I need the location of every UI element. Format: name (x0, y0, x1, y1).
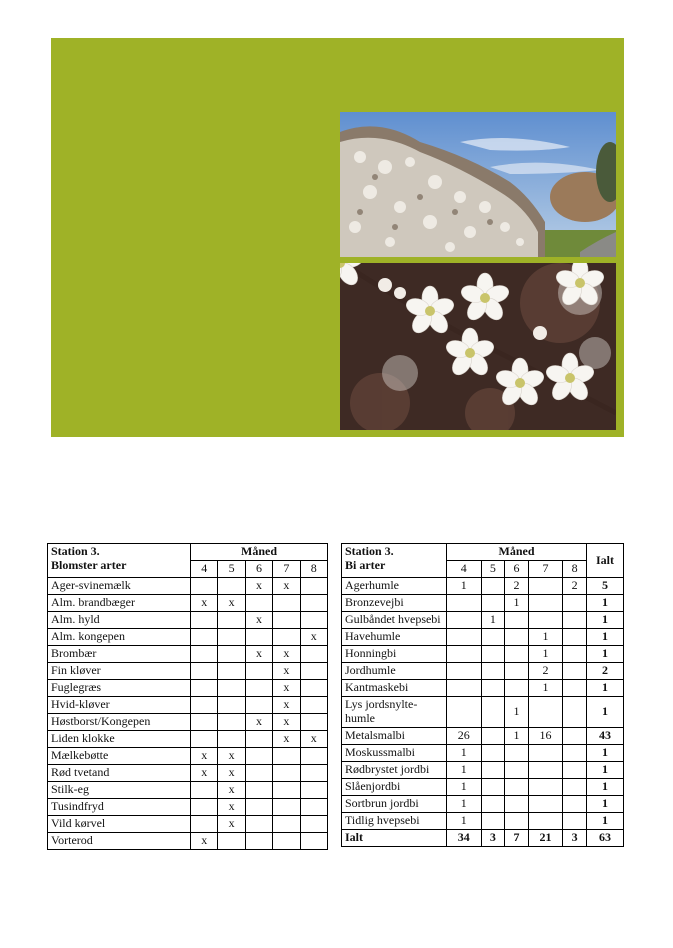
row-total: 43 (587, 727, 624, 744)
month-cell: x (218, 595, 245, 612)
month-cell (528, 795, 563, 812)
month-cell (191, 646, 218, 663)
table-row (342, 697, 624, 728)
month-cell: x (191, 765, 218, 782)
month-col: 4 (191, 561, 218, 578)
month-cell (505, 680, 529, 697)
species-name: Høstborst/Kongepen (48, 714, 191, 731)
month-col: 8 (563, 561, 587, 578)
month-cell (481, 646, 505, 663)
month-cell (447, 663, 482, 680)
month-cell: x (191, 595, 218, 612)
month-cell (191, 612, 218, 629)
month-cell: x (245, 646, 272, 663)
month-sum: 3 (481, 829, 505, 846)
species-name: Havehumle (342, 629, 447, 646)
month-cell (563, 595, 587, 612)
month-cell (273, 799, 300, 816)
month-cell (528, 578, 563, 595)
month-cell (300, 714, 327, 731)
month-cell (505, 663, 529, 680)
month-cell (218, 629, 245, 646)
month-cell (481, 795, 505, 812)
month-cell (245, 680, 272, 697)
month-cell: x (273, 731, 300, 748)
month-sum: 21 (528, 829, 563, 846)
month-cell (300, 748, 327, 765)
month-cell (563, 629, 587, 646)
table-row (48, 714, 328, 731)
species-name: Tusindfryd (48, 799, 191, 816)
month-cell: 26 (447, 727, 482, 744)
photo-blossom-closeup (340, 263, 616, 430)
month-cell (273, 748, 300, 765)
table-row (48, 629, 328, 646)
month-cell: x (273, 680, 300, 697)
month-col: 4 (447, 561, 482, 578)
month-cell (563, 761, 587, 778)
table-row (342, 680, 624, 697)
month-cell (245, 731, 272, 748)
month-cell (447, 646, 482, 663)
month-cell (563, 812, 587, 829)
species-name: Rødbrystet jordbi (342, 761, 447, 778)
month-cell (191, 629, 218, 646)
month-cell (300, 646, 327, 663)
row-total: 1 (587, 629, 624, 646)
table-row (48, 748, 328, 765)
month-cell: 1 (528, 680, 563, 697)
month-cell (218, 612, 245, 629)
month-cell (191, 816, 218, 833)
month-cell: x (218, 782, 245, 799)
table-row (48, 833, 328, 850)
month-col: 6 (505, 561, 529, 578)
month-cell: x (273, 578, 300, 595)
species-name: Agerhumle (342, 578, 447, 595)
table-row (48, 578, 328, 595)
month-cell (447, 680, 482, 697)
table-row (48, 663, 328, 680)
month-cell: x (218, 765, 245, 782)
month-cell (528, 744, 563, 761)
month-cell: x (273, 663, 300, 680)
species-name: Fin kløver (48, 663, 191, 680)
month-cell: x (245, 714, 272, 731)
month-cell (218, 578, 245, 595)
month-cell (505, 646, 529, 663)
month-cell (191, 714, 218, 731)
month-cell (191, 731, 218, 748)
table-row (342, 727, 624, 744)
station-label: Station 3. (51, 544, 100, 558)
month-cell (191, 799, 218, 816)
month-cell (563, 663, 587, 680)
month-cell (563, 744, 587, 761)
month-col: 8 (300, 561, 327, 578)
month-cell: 1 (505, 595, 529, 612)
bees-header-label (342, 544, 447, 578)
month-cell (505, 629, 529, 646)
species-name: Bronzevejbi (342, 595, 447, 612)
total-header: Ialt (587, 544, 624, 578)
row-total: 1 (587, 778, 624, 795)
month-cell (447, 697, 482, 728)
bee-species-table (341, 543, 624, 847)
month-cell (481, 812, 505, 829)
table-row (342, 629, 624, 646)
month-cell: 2 (563, 578, 587, 595)
table-header-row (48, 544, 328, 561)
species-name: Sortbrun jordbi (342, 795, 447, 812)
species-name: Mælkebøtte (48, 748, 191, 765)
month-cell (300, 833, 327, 850)
month-cell (300, 680, 327, 697)
month-cell (505, 744, 529, 761)
month-cell: 1 (447, 778, 482, 795)
species-name: Vild kørvel (48, 816, 191, 833)
month-col: 5 (218, 561, 245, 578)
month-cell (245, 765, 272, 782)
month-cell: x (273, 714, 300, 731)
row-total: 5 (587, 578, 624, 595)
month-col: 7 (273, 561, 300, 578)
month-cell (481, 697, 505, 728)
station-label: Station 3. (345, 544, 394, 558)
month-cell (300, 612, 327, 629)
table-header-row (342, 544, 624, 561)
month-cell (245, 748, 272, 765)
month-cell: x (191, 748, 218, 765)
month-cell (563, 612, 587, 629)
species-name: Honningbi (342, 646, 447, 663)
month-cell (245, 697, 272, 714)
table-row (48, 816, 328, 833)
month-cell (300, 578, 327, 595)
species-name: Tidlig hvepsebi (342, 812, 447, 829)
grand-total: 63 (587, 829, 624, 846)
month-cell (245, 833, 272, 850)
species-name: Kantmaskebi (342, 680, 447, 697)
month-cell: 2 (528, 663, 563, 680)
month-cell (273, 595, 300, 612)
month-cell (273, 833, 300, 850)
month-cell (245, 629, 272, 646)
species-name: Slåenjordbi (342, 778, 447, 795)
month-cell (528, 761, 563, 778)
species-name: Alm. brandbæger (48, 595, 191, 612)
month-cell (191, 697, 218, 714)
month-cell (273, 612, 300, 629)
month-cell (563, 727, 587, 744)
month-cell (300, 663, 327, 680)
species-name: Vorterod (48, 833, 191, 850)
month-header: Måned (447, 544, 587, 561)
species-name: Ager-svinemælk (48, 578, 191, 595)
month-cell: 1 (528, 629, 563, 646)
month-cell (505, 812, 529, 829)
species-name: Stilk-eg (48, 782, 191, 799)
table-row (48, 680, 328, 697)
row-total: 1 (587, 646, 624, 663)
table-row (48, 646, 328, 663)
month-cell (528, 697, 563, 728)
month-header: Måned (191, 544, 328, 561)
table-row (342, 612, 624, 629)
species-name: Jordhumle (342, 663, 447, 680)
month-cell (528, 778, 563, 795)
bees-subtitle: Bi arter (345, 557, 386, 572)
month-cell (447, 595, 482, 612)
month-cell (218, 646, 245, 663)
month-cell (481, 680, 505, 697)
month-cell (191, 680, 218, 697)
row-total: 1 (587, 697, 624, 728)
table-row (342, 595, 624, 612)
sum-row (342, 829, 624, 846)
table-row (342, 646, 624, 663)
month-cell: x (300, 731, 327, 748)
species-name: Gulbåndet hvepsebi (342, 612, 447, 629)
species-name: Rød tvetand (48, 765, 191, 782)
month-cell (481, 629, 505, 646)
month-cell (447, 612, 482, 629)
month-cell (505, 795, 529, 812)
table-row (342, 663, 624, 680)
month-cell: x (191, 833, 218, 850)
month-cell (273, 629, 300, 646)
month-cell: x (245, 612, 272, 629)
month-cell (563, 646, 587, 663)
month-cell (300, 816, 327, 833)
month-cell (191, 663, 218, 680)
species-name: Moskussmalbi (342, 744, 447, 761)
species-name: Brombær (48, 646, 191, 663)
row-total: 1 (587, 795, 624, 812)
month-cell: 1 (447, 744, 482, 761)
month-cell (218, 731, 245, 748)
table-row (48, 765, 328, 782)
month-cell (273, 782, 300, 799)
row-total: 1 (587, 744, 624, 761)
month-cell (481, 778, 505, 795)
species-name: Fuglegræs (48, 680, 191, 697)
table-row (48, 782, 328, 799)
row-total: 1 (587, 680, 624, 697)
month-cell (481, 578, 505, 595)
table-row (342, 744, 624, 761)
month-cell (481, 744, 505, 761)
species-name: Alm. hyld (48, 612, 191, 629)
month-cell (505, 761, 529, 778)
row-total: 2 (587, 663, 624, 680)
month-cell: x (218, 816, 245, 833)
month-col: 6 (245, 561, 272, 578)
month-cell: x (245, 578, 272, 595)
species-name: Alm. kongepen (48, 629, 191, 646)
month-cell (300, 782, 327, 799)
month-sum: 34 (447, 829, 482, 846)
month-cell (481, 727, 505, 744)
month-cell: x (273, 646, 300, 663)
table-row (48, 731, 328, 748)
month-cell: 1 (481, 612, 505, 629)
month-cell (447, 629, 482, 646)
month-cell (300, 765, 327, 782)
row-total: 1 (587, 812, 624, 829)
month-cell (191, 578, 218, 595)
month-cell (273, 765, 300, 782)
month-cell (528, 595, 563, 612)
month-cell: 1 (505, 727, 529, 744)
row-total: 1 (587, 612, 624, 629)
month-cell: 1 (528, 646, 563, 663)
month-cell (505, 778, 529, 795)
sum-label: Ialt (342, 829, 447, 846)
month-cell (273, 816, 300, 833)
month-cell (481, 761, 505, 778)
month-cell: x (273, 697, 300, 714)
month-sum: 3 (563, 829, 587, 846)
month-col: 7 (528, 561, 563, 578)
month-cell (300, 595, 327, 612)
table-row (48, 612, 328, 629)
species-name: Metalsmalbi (342, 727, 447, 744)
flower-species-table (47, 543, 328, 850)
table-row (48, 595, 328, 612)
photo-flowering-hedge (340, 112, 616, 257)
month-cell (245, 799, 272, 816)
month-cell (563, 778, 587, 795)
month-cell (300, 799, 327, 816)
species-name: Hvid-kløver (48, 697, 191, 714)
species-name: Lys jordsnylte-humle (342, 697, 447, 728)
month-cell: 1 (447, 812, 482, 829)
month-cell (563, 795, 587, 812)
month-cell (300, 697, 327, 714)
month-cell: x (300, 629, 327, 646)
flowers-header-label (48, 544, 191, 578)
month-cell: 1 (447, 578, 482, 595)
month-cell (218, 680, 245, 697)
month-col: 5 (481, 561, 505, 578)
month-cell (528, 812, 563, 829)
table-row (48, 799, 328, 816)
month-cell (505, 612, 529, 629)
month-sum: 7 (505, 829, 529, 846)
month-cell (191, 782, 218, 799)
month-cell (245, 782, 272, 799)
flowers-subtitle: Blomster arter (51, 557, 127, 572)
row-total: 1 (587, 761, 624, 778)
month-cell (563, 680, 587, 697)
table-row (342, 778, 624, 795)
row-total: 1 (587, 595, 624, 612)
month-cell (218, 833, 245, 850)
month-cell (218, 714, 245, 731)
table-row (342, 761, 624, 778)
month-cell: 16 (528, 727, 563, 744)
month-cell: 1 (447, 795, 482, 812)
month-cell (528, 612, 563, 629)
month-cell: x (218, 748, 245, 765)
species-name: Liden klokke (48, 731, 191, 748)
month-cell: x (218, 799, 245, 816)
month-cell (218, 697, 245, 714)
month-cell: 1 (505, 697, 529, 728)
table-row (48, 697, 328, 714)
month-cell (218, 663, 245, 680)
table-row (342, 578, 624, 595)
table-row (342, 795, 624, 812)
month-cell (245, 816, 272, 833)
month-cell (245, 595, 272, 612)
month-cell: 1 (447, 761, 482, 778)
month-cell (245, 663, 272, 680)
month-cell (481, 595, 505, 612)
month-cell (481, 663, 505, 680)
month-cell: 2 (505, 578, 529, 595)
table-row (342, 812, 624, 829)
month-cell (563, 697, 587, 728)
